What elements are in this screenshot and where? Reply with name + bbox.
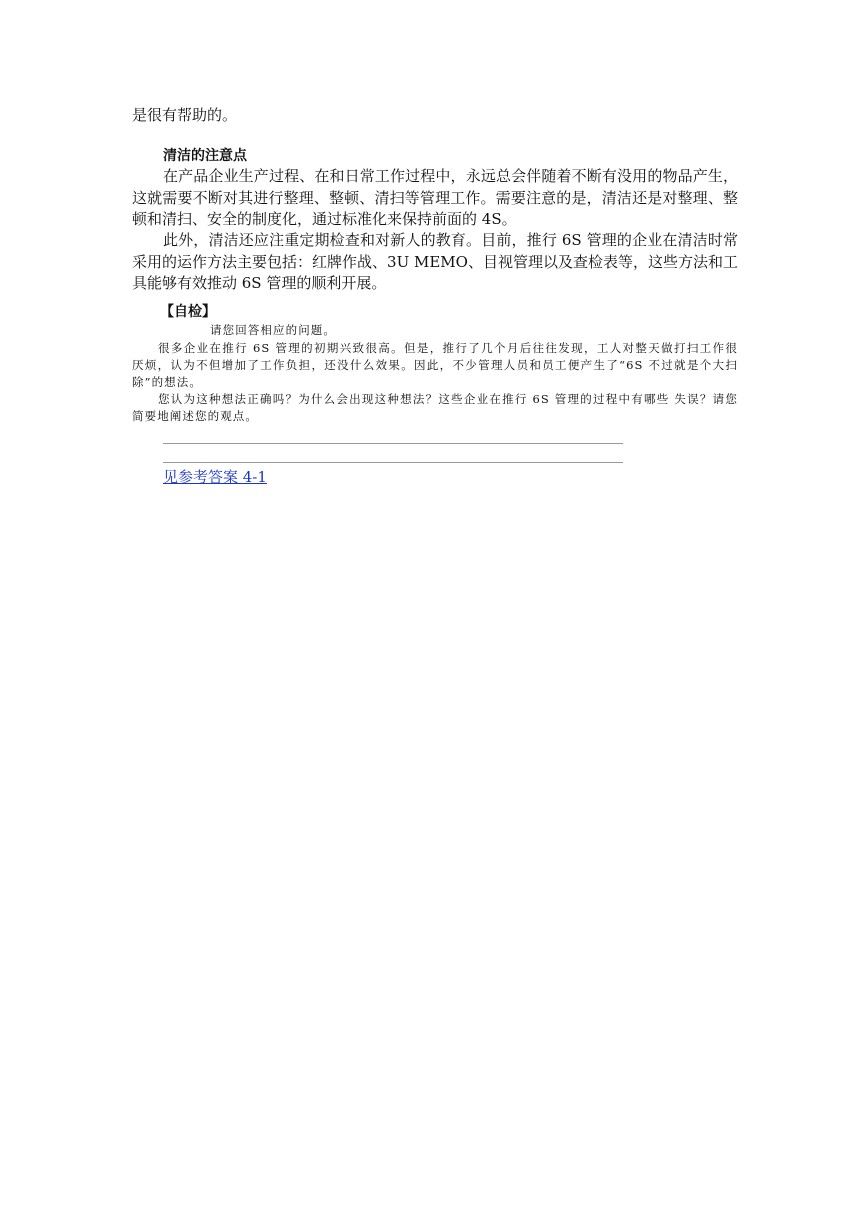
paragraph-1-text: 在产品企业生产过程、在和日常工作过程中，永远总会伴随着不断有没用的物品产生，这就需要不断对其进行整理、整顿、清扫等管理工作。需要注意的是，清洁还是对整理、整顿和清扫、安全的制度化，通过标准化来保持前面的 4S。	[132, 167, 738, 228]
paragraph-1	[132, 166, 738, 231]
paragraph-2	[132, 230, 738, 295]
section-heading: 清洁的注意点	[163, 148, 247, 164]
self-check-title: 【自检】	[160, 304, 216, 320]
paragraph-2-text: 此外，清洁还应注重定期检查和对新人的教育。目前，推行 6S 管理的企业在清洁时常采用的运作方法主要包括：红牌作战、3U MEMO、目视管理以及查检表等，这些方法和工具能够有效推动 6S 管理的顺利开展。	[132, 231, 738, 292]
self-check-questions	[132, 340, 738, 425]
self-check-prompt: 请您回答相应的问题。	[210, 323, 336, 337]
answer-line-1[interactable]	[163, 443, 623, 444]
reference-answer-link[interactable]: 见参考答案 4-1	[163, 468, 267, 486]
question-text: 您认为这种想法正确吗？为什么会出现这种想法？这些企业在推行 6S 管理的过程中有哪些 失误？请您简要地阐述您的观点。	[132, 392, 738, 423]
case-text: 很多企业在推行 6S 管理的初期兴致很高。但是，推行了几个月后往往发现，工人对整天做打扫工作很厌烦，认为不但增加了工作负担，还没什么效果。因此，不少管理人员和员工便产生了“6S 不过就是个大扫除”的想法。	[132, 341, 738, 389]
lead-line: 是很有帮助的。	[132, 106, 238, 124]
answer-line-2[interactable]	[163, 462, 623, 463]
